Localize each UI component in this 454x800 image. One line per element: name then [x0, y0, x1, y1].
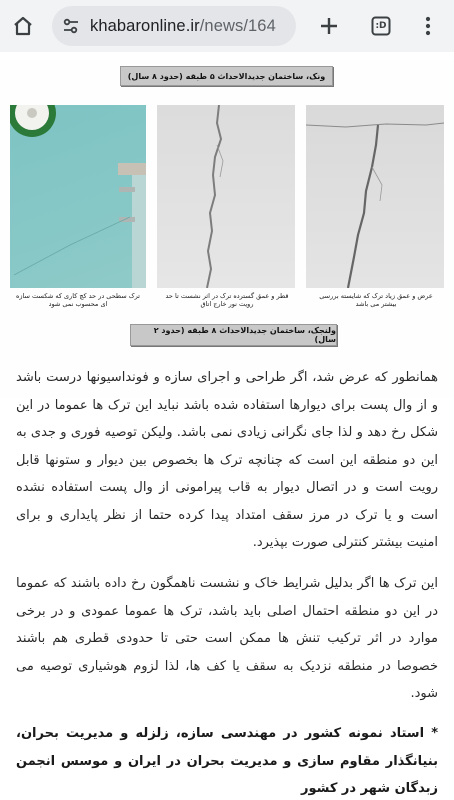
- new-tab-icon[interactable]: [313, 10, 345, 42]
- photo-surface-crack: [10, 105, 146, 288]
- tab-switcher-icon[interactable]: [365, 10, 397, 42]
- more-menu-icon[interactable]: [412, 10, 444, 42]
- article-page: [0, 52, 454, 800]
- photo-caption-3: عرض و عمق زیاد ترک که شایسته بررسی بیشتر می باشد: [319, 292, 433, 308]
- photo-caption-1: ترک سطحی در حد کچ کاری که شکست سازه ای محسوب نمی شود: [16, 292, 140, 308]
- home-icon[interactable]: [7, 10, 39, 42]
- author-note: * استاد نمونه کشور در مهندسی سازه، زلزله و مدیریت بحران، بنیانگذار مقاوم سازی و مدیریت بحران در ایران و موسس انجمن زبدگان شهر در کشور: [16, 726, 438, 796]
- tab-count: :D: [375, 21, 387, 31]
- address-bar[interactable]: [52, 6, 296, 46]
- crack-photos-figure: [0, 60, 454, 398]
- photo-settlement-crack: [157, 105, 295, 288]
- browser-toolbar: [0, 0, 454, 52]
- article-paragraph-2: این ترک ها اگر بدلیل شرایط خاک و نشست ناهمگون رخ داده باشند که عموما در این دو منطقه احتمال اصلی باید باشد، ترک ها عموما عمودی و در برخی موارد در اثر ترکیب تنش ها ممکن است حتی تا حدودی قطری هم باشند خصوصا در منطقه نزدیک به سقف یا کف ها، لذا لزوم هوشیاری توصیه می شود.: [16, 576, 438, 701]
- url-text: [90, 17, 276, 36]
- figure-caption-bottom: ولنجک، ساختمان جدیدالاحداث ۸ طبقه (حدود ۲ سال): [130, 324, 337, 346]
- url-domain: khabaronline.ir: [90, 16, 200, 35]
- photo-wide-crack: [306, 105, 444, 288]
- article-paragraph-1: همانطور که عرض شد، اگر طراحی و اجرای سازه و فونداسیونها درست باشد و از وال پست برای دیوارها استفاده شده باشد نباید این ترک ها عموما در این شکل رخ دهد و لذا جای نگرانی زیادی نمی باشد. ولیکن توصیه فوری و جدی به این دو منطقه این است که چنانچه ترک ها بخصوص بین دیوار و ستونها قابل رویت است و در اتصال دیوار به قاب پیرامونی از وال پست استفاده نشده است و یا ترک در مرز سقف امتداد پیدا کرده حتما از نظر پایداری و برای امنیت بیشتر کنترلی صورت بپذیرد.: [16, 370, 438, 550]
- url-path: /news/164: [199, 16, 276, 35]
- tune-icon[interactable]: [58, 13, 84, 39]
- figure-caption-top: ونک، ساختمان جدیدالاحداث ۵ طبقه (حدود ۸ سال): [120, 66, 333, 86]
- photo-caption-2: قطر و عمق گسترده ترک در اثر نشست تا حد رویت نور خارج اتاق: [165, 292, 289, 308]
